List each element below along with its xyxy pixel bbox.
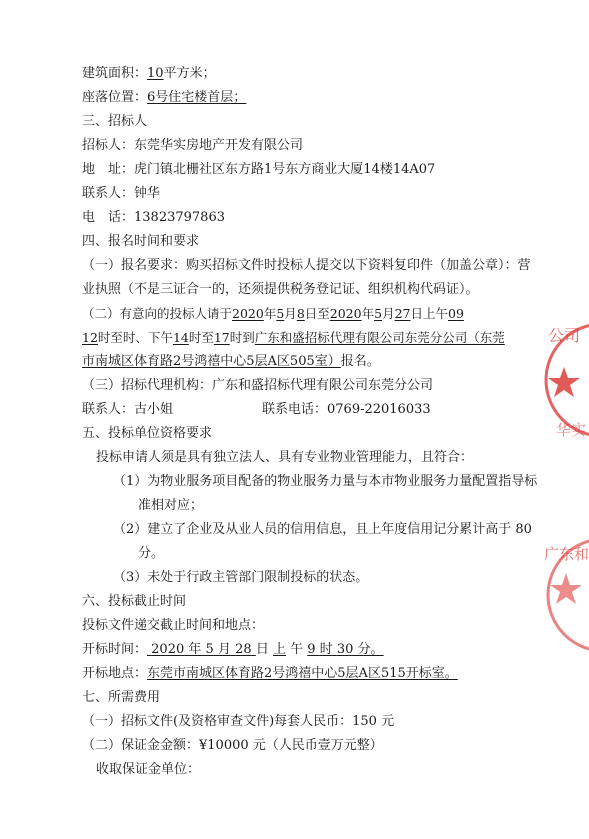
- section4-heading: 四、报名时间和要求: [82, 234, 200, 249]
- qualification-req3: （3）未处于行政主管部门限制投标的状态。: [113, 570, 369, 585]
- section5-heading: 五、投标单位资格要求: [82, 426, 213, 441]
- section7-heading: 七、所需费用: [82, 690, 161, 705]
- contact-line: 联系人：钟华: [82, 186, 161, 201]
- fee-line1: （一）招标文件(及资格审查文件)每套人民币：150 元: [82, 714, 395, 729]
- building-area-line: 建筑面积：10平方米；: [82, 66, 216, 81]
- qualification-req1-line1: （1）为物业服务项目配备的物业服务力量与本市物业服务力量配置指导标: [113, 474, 538, 489]
- registration-requirement-line1: （一）报名要求：购买招标文件时投标人提交以下资料复印件（加盖公章）：营: [82, 258, 531, 273]
- phone-line: 电 话：13823797863: [82, 210, 225, 225]
- registration-time-line3: 市南城区体育路2号鸿禧中心5层A区505室）报名。: [82, 354, 380, 369]
- company-seal-bottom: [540, 535, 589, 655]
- company-seal-top: [540, 315, 589, 445]
- registration-requirement-line2: 业执照（不是三证合一的，还须提供税务登记证、组织机构代码证）。: [82, 282, 479, 297]
- address-line: 地 址：虎门镇北栅社区东方路1号东方商业大厦14楼14A07: [82, 162, 436, 177]
- registration-time-line1: （二）有意向的投标人请于2020年5月8日至2020年5月27日上午09: [82, 306, 464, 321]
- seal-mid-text: 广东和: [544, 545, 589, 563]
- seal-bottom-text: 华实: [556, 421, 587, 439]
- seal-top-text: 公司: [548, 326, 581, 345]
- deposit-collector-label: 收取保证金单位：: [96, 762, 201, 777]
- opening-place-line: 开标地点：东莞市南城区体育路2号鸿禧中心5层A区515开标室。: [82, 666, 458, 681]
- tenderer-line: 招标人：东莞华实房地产开发有限公司: [82, 138, 304, 153]
- fee-line2: （二）保证金金额：¥10000 元（人民币壹万元整）: [82, 738, 383, 753]
- qualification-req2-line1: （2）建立了企业及从业人员的信用信息，且上年度信用记分累计高于 80: [113, 522, 532, 537]
- qualification-intro: 投标申请人须是具有独立法人、具有专业物业管理能力，且符合：: [96, 450, 474, 465]
- agency-line: （三）招标代理机构：广东和盛招标代理有限公司东莞分公司: [82, 378, 434, 393]
- opening-time-line: 开标时间： 2020 年 5 月 28 日 上 午 9 时 30 分。: [82, 642, 384, 657]
- section6-heading: 六、投标截止时间: [82, 594, 187, 609]
- agency-phone: 联系电话：0769-22016033: [262, 402, 431, 417]
- deadline-intro: 投标文件递交截止时间和地点：: [82, 618, 265, 633]
- seal-stamp-icon: [540, 535, 589, 655]
- qualification-req2-line2: 分。: [138, 546, 165, 561]
- registration-time-line2: 12时至时、下午14时至17时到广东和盛招标代理有限公司东莞分公司（东莞: [82, 330, 505, 345]
- seal-stamp-icon: [540, 315, 589, 445]
- location-line: 座落位置：6号住宅楼首层；: [82, 90, 247, 105]
- agency-contact: 联系人：古小姐: [82, 402, 174, 417]
- qualification-req1-line2: 准相对应；: [138, 498, 204, 513]
- section3-heading: 三、招标人: [82, 114, 148, 129]
